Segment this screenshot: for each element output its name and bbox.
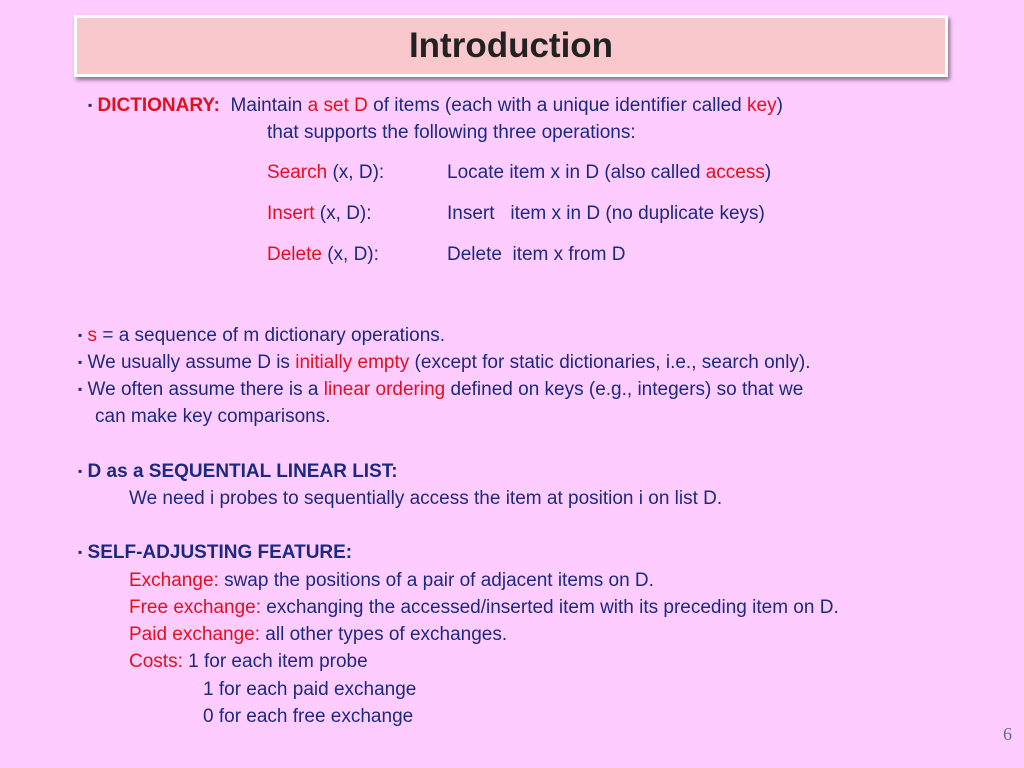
- page-number: 6: [1003, 724, 1012, 744]
- bullet-icon: ▪: [88, 98, 93, 112]
- bullet-linear-ordering-cont: can make key comparisons.: [95, 406, 331, 427]
- operation-insert: Insert (x, D):: [267, 203, 372, 224]
- operation-search-desc: Locate item x in D (also called access): [447, 162, 772, 183]
- bullet-icon: ▪: [78, 328, 83, 342]
- bullet-icon: ▪: [78, 355, 83, 369]
- bullet-icon: ▪: [78, 464, 83, 478]
- bullet-sequence: ▪ s = a sequence of m dictionary operations.: [78, 325, 446, 346]
- dictionary-label: DICTIONARY:: [97, 95, 220, 116]
- sequential-heading: ▪ D as a SEQUENTIAL LINEAR LIST:: [78, 461, 398, 482]
- paid-exchange-line: Paid exchange: all other types of exchanges.: [129, 624, 508, 645]
- bullet-icon: ▪: [78, 382, 83, 396]
- bullet-icon: ▪: [78, 545, 83, 559]
- bullet-initially-empty: ▪ We usually assume D is initially empty (except for static dictionaries, i.e., search only).: [78, 352, 811, 373]
- bullet-linear-ordering: ▪ We often assume there is a linear ordering defined on keys (e.g., integers) so that we: [78, 379, 804, 400]
- self-adjusting-heading: ▪ SELF-ADJUSTING FEATURE:: [78, 542, 353, 563]
- free-exchange-line: Free exchange: exchanging the accessed/inserted item with its preceding item on D.: [129, 597, 839, 618]
- costs-line: Costs: 1 for each item probe: [129, 651, 368, 672]
- operation-search: Search (x, D):: [267, 162, 385, 183]
- dictionary-line-1: ▪ DICTIONARY: Maintain a set D of items (each with a unique identifier called key): [88, 95, 783, 116]
- dictionary-line-2: that supports the following three operations:: [267, 122, 636, 143]
- cost-free: 0 for each free exchange: [203, 706, 414, 727]
- operation-insert-desc: Insert item x in D (no duplicate keys): [447, 203, 765, 224]
- exchange-line: Exchange: swap the positions of a pair of adjacent items on D.: [129, 570, 654, 591]
- cost-paid: 1 for each paid exchange: [203, 679, 417, 700]
- title-box: [74, 15, 948, 77]
- operation-delete-desc: Delete item x from D: [447, 244, 626, 265]
- operation-delete: Delete (x, D):: [267, 244, 379, 265]
- slide-title: Introduction: [408, 26, 614, 65]
- sequential-text: We need i probes to sequentially access the item at position i on list D.: [129, 488, 723, 509]
